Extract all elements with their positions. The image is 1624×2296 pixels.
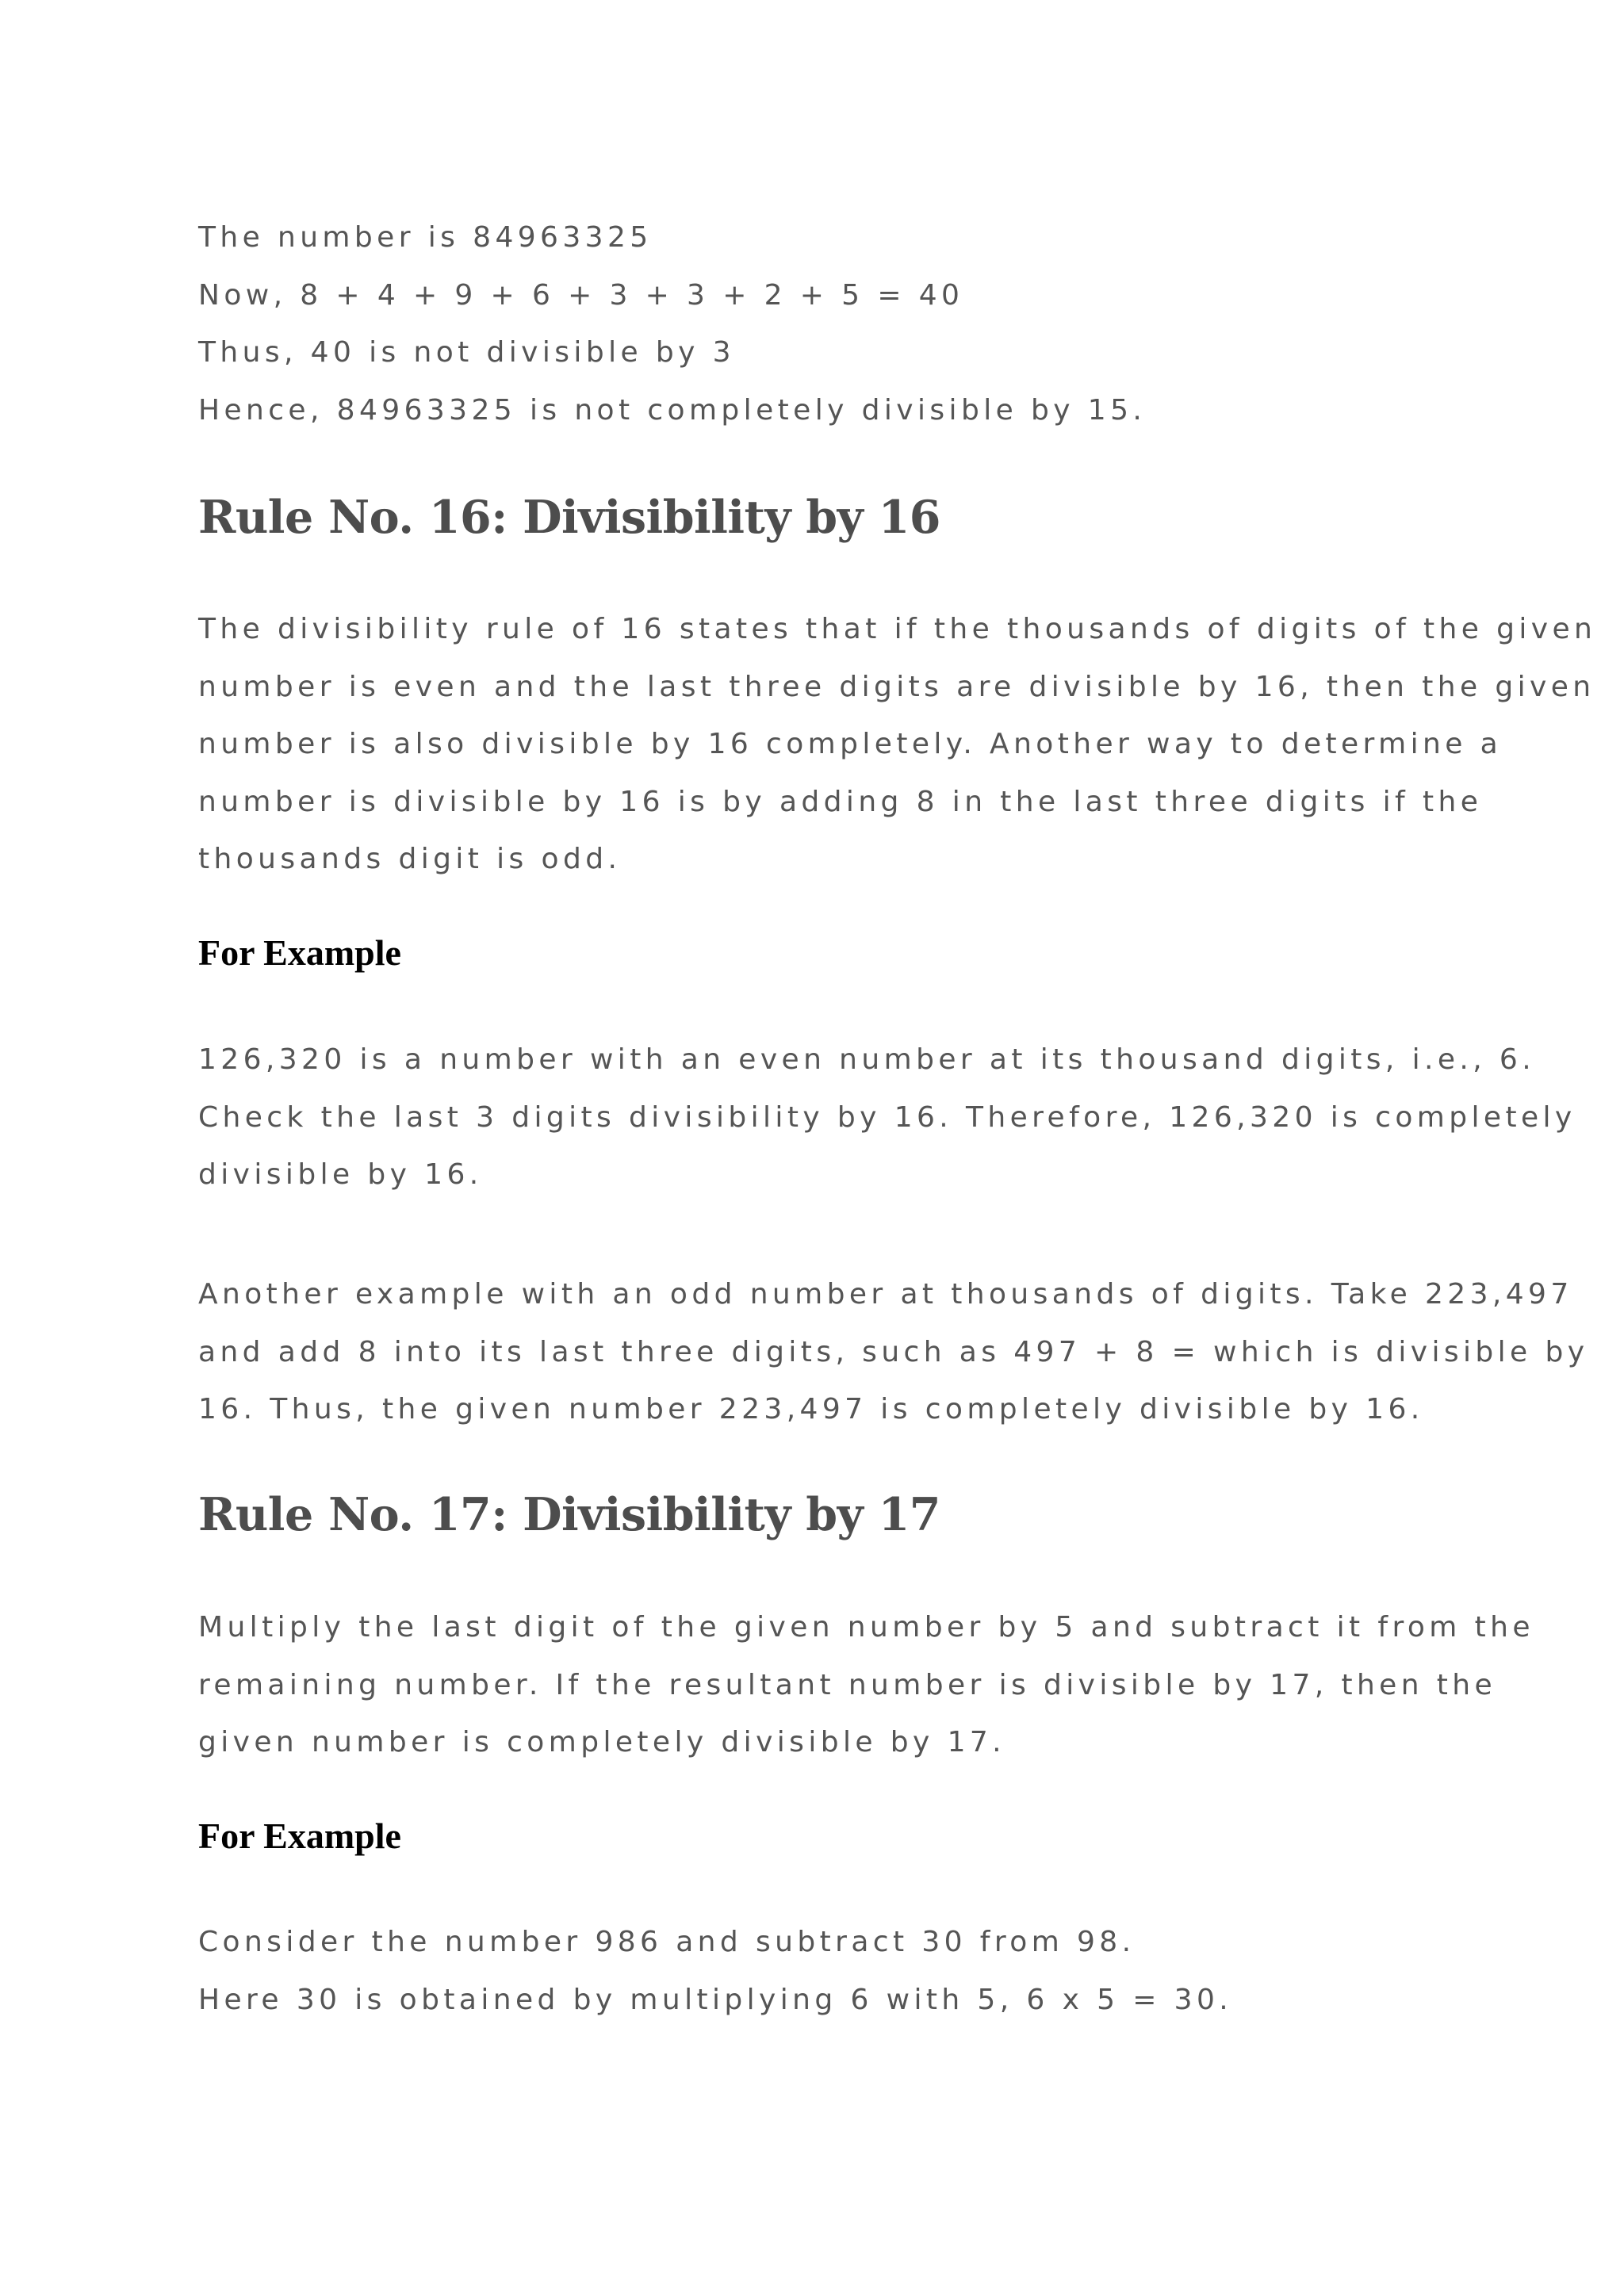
paragraph-line: remaining number. If the resultant number is divisible by 17, then the: [198, 1668, 1497, 1701]
rule17-paragraph: [198, 1599, 1534, 1772]
intro-calculation: [198, 209, 1146, 439]
rule17-example-heading: For Example: [198, 1816, 401, 1856]
example-line: and add 8 into its last three digits, such as 497 + 8 = which is divisible by: [198, 1335, 1589, 1368]
intro-line: The number is 84963325: [198, 221, 653, 254]
rule17-example: [198, 1914, 1232, 2029]
rule16-example1: [198, 1031, 1576, 1204]
rule16-example2: [198, 1266, 1588, 1439]
paragraph-line: number is also divisible by 16 completely. Another way to determine a: [198, 728, 1503, 760]
paragraph-line: number is divisible by 16 is by adding 8 in the last three digits if the: [198, 785, 1483, 818]
rule17-heading: Rule No. 17: Divisibility by 17: [198, 1488, 940, 1541]
rule16-heading: Rule No. 16: Divisibility by 16: [198, 491, 940, 544]
paragraph-line: The divisibility rule of 16 states that if the thousands of digits of the given: [198, 613, 1597, 645]
paragraph-line: Multiply the last digit of the given number by 5 and subtract it from the: [198, 1611, 1534, 1644]
example-line: Another example with an odd number at thousands of digits. Take 223,497: [198, 1278, 1573, 1311]
intro-line: Hence, 84963325 is not completely divisible by 15.: [198, 393, 1147, 427]
rule16-example-heading: For Example: [198, 932, 401, 973]
example-line: Check the last 3 digits divisibility by 16. Therefore, 126,320 is completely: [198, 1100, 1576, 1134]
example-line: Here 30 is obtained by multiplying 6 with 5, 6 x 5 = 30.: [198, 1983, 1233, 2016]
intro-line: Now, 8 + 4 + 9 + 6 + 3 + 3 + 2 + 5 = 40: [198, 278, 964, 312]
rule16-paragraph: [198, 601, 1596, 889]
example-line: 126,320 is a number with an even number at its thousand digits, i.e., 6.: [198, 1043, 1536, 1076]
intro-line: Thus, 40 is not divisible by 3: [198, 336, 735, 369]
example-line: Consider the number 986 and subtract 30 from 98.: [198, 1926, 1136, 1958]
paragraph-line: number is even and the last three digits are divisible by 16, then the given: [198, 670, 1595, 703]
paragraph-line: thousands digit is odd.: [198, 843, 622, 875]
paragraph-line: given number is completely divisible by 17.: [198, 1726, 1006, 1758]
example-line: divisible by 16.: [198, 1158, 483, 1191]
example-line: 16. Thus, the given number 223,497 is completely divisible by 16.: [198, 1393, 1424, 1425]
